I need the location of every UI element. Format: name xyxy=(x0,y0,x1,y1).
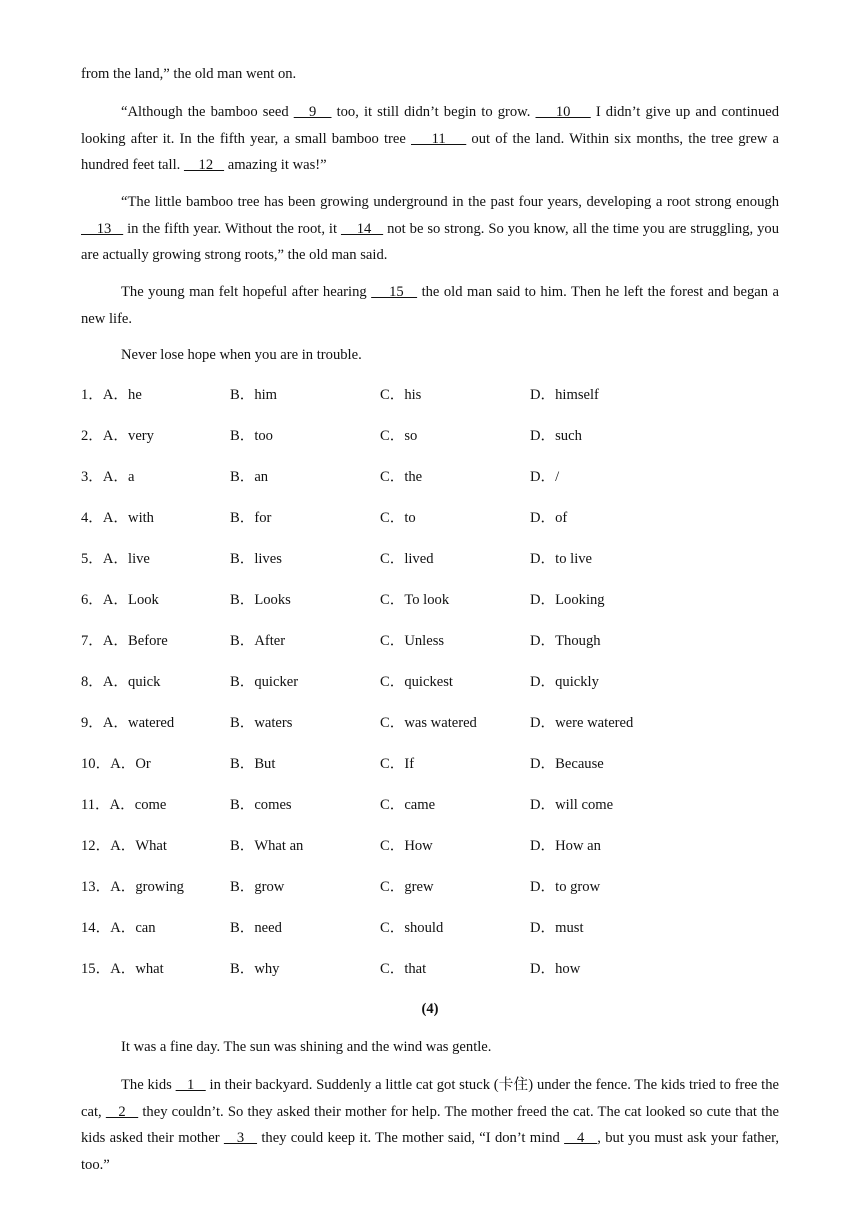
option-c: C．the xyxy=(380,469,423,485)
option-b: B．What an xyxy=(230,838,304,854)
option-c: C．came xyxy=(380,797,436,813)
option-a: 6．A．Look xyxy=(81,592,159,608)
option-d: D．quickly xyxy=(530,674,599,690)
option-a: 8．A．quick xyxy=(81,674,161,690)
passage-text: they could keep it. The mother said, “I don’t mind xyxy=(257,1130,565,1146)
passage-paragraph-3 xyxy=(81,279,779,332)
option-b: B．him xyxy=(230,387,278,403)
option-c: C．to xyxy=(380,510,416,526)
option-c: C．should xyxy=(380,920,444,936)
answer-blank: 13 xyxy=(81,220,124,237)
passage-text: the old man said to him. Then he left the forest and began a new life. xyxy=(81,284,779,327)
section-title: (4) xyxy=(421,1001,439,1017)
answer-blank: 15 xyxy=(371,284,418,300)
option-b: B．grow xyxy=(230,879,285,895)
answer-blank: 10 xyxy=(535,104,591,120)
option-d: D．to grow xyxy=(530,879,601,895)
option-a: 2．A．very xyxy=(81,428,154,444)
option-a: 13．A．growing xyxy=(81,879,184,895)
option-a: 5．A．live xyxy=(81,551,150,567)
passage-paragraph-2 xyxy=(81,189,779,269)
question-row xyxy=(81,713,779,733)
option-d: D．will come xyxy=(530,797,614,813)
option-b: B．why xyxy=(230,961,280,977)
option-d: D．/ xyxy=(530,469,560,485)
option-c: C．Unless xyxy=(380,633,445,649)
option-b: B．comes xyxy=(230,797,292,813)
option-c: C．If xyxy=(380,756,415,772)
option-b: B．Looks xyxy=(230,592,291,608)
answer-blank: 3 xyxy=(223,1130,258,1146)
option-c: C．lived xyxy=(380,551,434,567)
passage-text: not be so strong. So you know, all the time you are struggling, you are actually growing strong roots,” the old man said. xyxy=(81,220,780,263)
option-c: C．To look xyxy=(380,592,450,608)
answer-blank: 1 xyxy=(175,1077,206,1093)
passage-text: in their backyard. Suddenly a little cat got stuck (卡住) under the fence. The kids tried to free the cat, xyxy=(81,1077,779,1120)
option-a: 4．A．with xyxy=(81,510,154,526)
answer-blank: 11 xyxy=(411,130,467,147)
question-row xyxy=(81,754,779,774)
question-row xyxy=(81,631,779,651)
passage-paragraph-1 xyxy=(81,99,779,179)
option-d: D．How an xyxy=(530,838,601,854)
option-a: 9．A．watered xyxy=(81,715,175,731)
option-d: D．himself xyxy=(530,387,599,403)
option-d: D．Though xyxy=(530,633,601,649)
option-c: C．that xyxy=(380,961,427,977)
option-d: D．of xyxy=(530,510,568,526)
option-b: B．need xyxy=(230,920,282,936)
passage-text: too, it still didn’t begin to grow. xyxy=(331,104,536,120)
option-a: 15．A．what xyxy=(81,961,164,977)
passage-text: “The little bamboo tree has been growing underground in the past four years, developing a root strong enough xyxy=(121,194,779,210)
question-row xyxy=(81,877,779,897)
question-row xyxy=(81,426,779,446)
section4-paragraph-1: It was a fine day. The sun was shining and the wind was gentle. xyxy=(121,1039,492,1055)
passage-text: The kids xyxy=(121,1077,176,1093)
question-row xyxy=(81,672,779,692)
passage-text: , but you must ask your father, too.” xyxy=(81,1130,779,1173)
option-d: D．Looking xyxy=(530,592,605,608)
question-row xyxy=(81,590,779,610)
answer-blank: 2 xyxy=(105,1103,139,1120)
option-b: B．for xyxy=(230,510,272,526)
option-a: 11．A．come xyxy=(81,797,167,813)
question-row xyxy=(81,959,779,979)
answer-blank: 12 xyxy=(183,157,225,173)
option-d: D．must xyxy=(530,920,584,936)
passage-text: out of the land. Within six months, the tree grew a hundred feet tall. xyxy=(81,130,779,173)
question-row xyxy=(81,836,779,856)
option-c: C．his xyxy=(380,387,422,403)
option-b: B．waters xyxy=(230,715,293,731)
option-b: B．too xyxy=(230,428,273,444)
passage-text: in the fifth year. Without the root, it xyxy=(123,220,341,237)
option-a: 3．A．a xyxy=(81,469,135,485)
option-b: B．quicker xyxy=(230,674,299,690)
answer-blank: 4 xyxy=(564,1130,598,1146)
option-c: C．so xyxy=(380,428,418,444)
option-d: D．to live xyxy=(530,551,593,567)
passage-line-continued: from the land,” the old man went on. xyxy=(81,66,297,82)
passage-text: I didn’t give up and continued looking after it. In the fifth year, a small bamboo tree xyxy=(81,104,780,147)
question-row xyxy=(81,549,779,569)
question-row xyxy=(81,467,779,487)
passage-text: The young man felt hopeful after hearing xyxy=(121,284,372,300)
passage-text: “Although the bamboo seed xyxy=(121,104,294,120)
option-c: C．How xyxy=(380,838,433,854)
option-d: D．were watered xyxy=(530,715,634,731)
answer-blank: 9 xyxy=(293,104,332,120)
option-d: D．such xyxy=(530,428,582,444)
option-c: C．was watered xyxy=(380,715,477,731)
option-a: 1．A．he xyxy=(81,387,142,403)
question-row xyxy=(81,385,779,405)
option-a: 14．A．can xyxy=(81,920,156,936)
question-row xyxy=(81,508,779,528)
passage-closing-line: Never lose hope when you are in trouble. xyxy=(121,347,362,363)
option-b: B．lives xyxy=(230,551,282,567)
question-row xyxy=(81,918,779,938)
option-b: B．After xyxy=(230,633,286,649)
option-c: C．quickest xyxy=(380,674,453,690)
option-a: 7．A．Before xyxy=(81,633,168,649)
passage-text: amazing it was!” xyxy=(224,157,327,173)
option-c: C．grew xyxy=(380,879,434,895)
option-d: D．how xyxy=(530,961,581,977)
passage-text: they couldn’t. So they asked their mother for help. The mother freed the cat. The cat looked so cute that the kids asked their mother xyxy=(81,1103,779,1146)
option-b: B．an xyxy=(230,469,269,485)
option-a: 10．A．Or xyxy=(81,756,151,772)
section4-paragraph-2 xyxy=(81,1072,779,1178)
answer-blank: 14 xyxy=(340,220,384,237)
option-b: B．But xyxy=(230,756,276,772)
question-row xyxy=(81,795,779,815)
option-d: D．Because xyxy=(530,756,604,772)
option-a: 12．A．What xyxy=(81,838,167,854)
